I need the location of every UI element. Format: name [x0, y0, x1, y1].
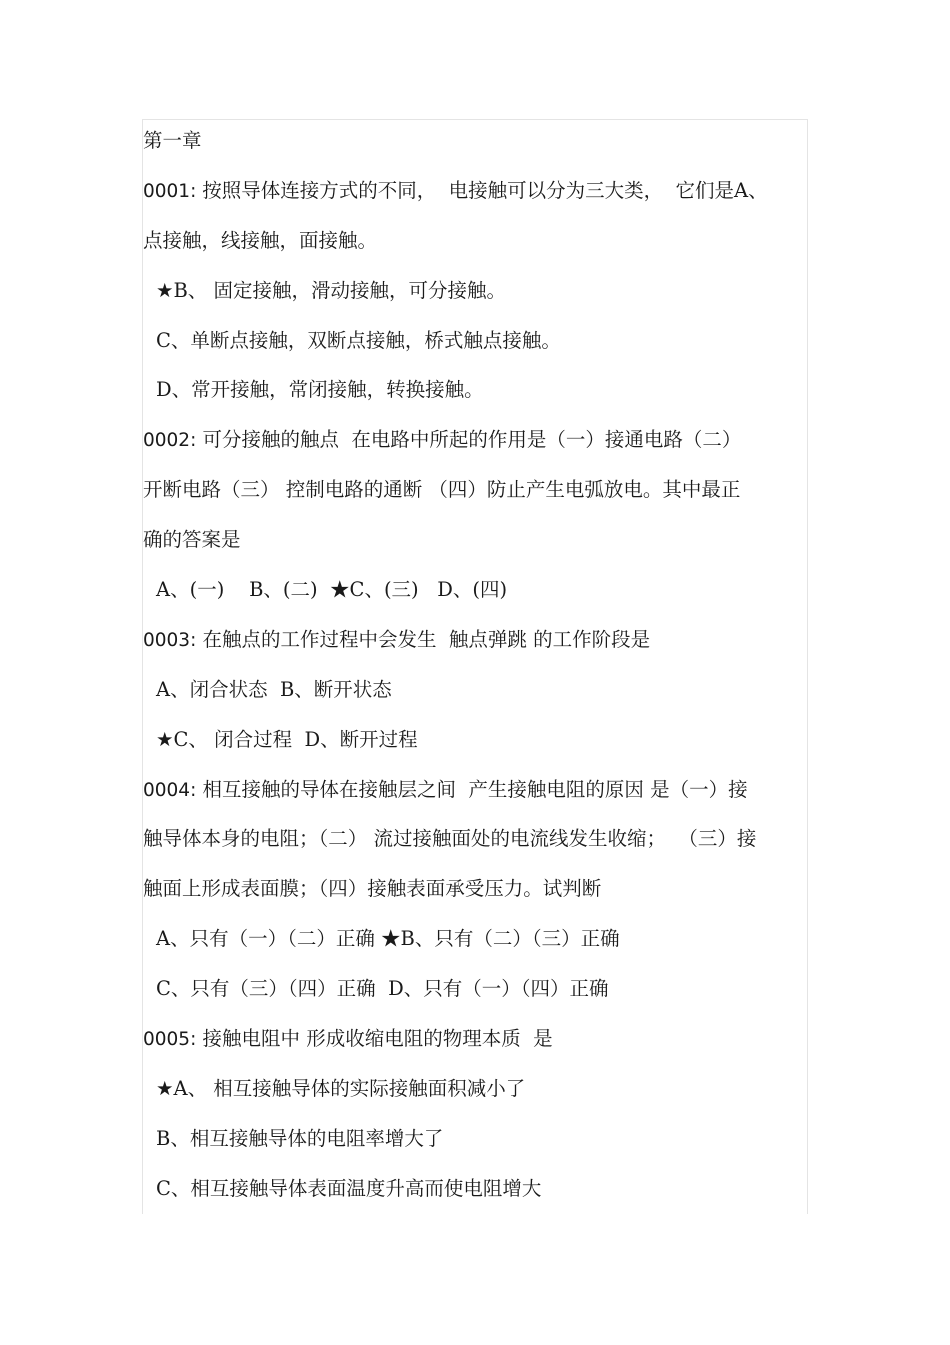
question-0005-option-c: C、相互接触导体表面温度升高而使电阻增大 — [156, 1176, 542, 1200]
question-0004-options-1: A、只有（一）（二）正确 ★B、只有（二）（三）正确 — [156, 927, 620, 951]
question-0005-line-1: 0005: 接触电阻中 形成收缩电阻的物理本质 是 — [143, 1027, 553, 1051]
question-0003-options-2: ★C、 闭合过程 D、断开过程 — [156, 727, 418, 751]
question-0003-line-1: 0003: 在触点的工作过程中会发生 触点弹跳 的工作阶段是 — [143, 627, 651, 651]
question-0004-line-3: 触面上形成表面膜；（四）接触表面承受压力。试判断 — [143, 877, 602, 901]
question-0005-option-b: B、相互接触导体的电阻率增大了 — [156, 1126, 444, 1150]
question-0004-line-2: 触导体本身的电阻；（二） 流过接触面处的电流线发生收缩； （三）接 — [143, 827, 757, 851]
chapter-heading: 第一章 — [143, 129, 202, 152]
question-0002-line-2: 开断电路（三） 控制电路的通断 （四）防止产生电弧放电。其中最正 — [143, 478, 741, 502]
question-number: 0001 — [143, 180, 191, 202]
question-number: 0004 — [143, 779, 191, 801]
question-text: 在触点的工作过程中会发生 触点弹跳 的工作阶段是 — [196, 627, 651, 651]
question-0001-line-2: 点接触，线接触，面接触。 — [143, 228, 378, 252]
question-0005-option-a: ★A、 相互接触导体的实际接触面积减小了 — [156, 1076, 526, 1100]
question-number: 0005 — [143, 1029, 191, 1051]
question-0004-options-2: C、只有（三）（四）正确 D、只有（一）（四）正确 — [156, 977, 609, 1001]
question-text: 可分接触的触点 在电路中所起的作用是（一）接通电路（二） — [196, 428, 742, 452]
question-0002-options: A、(一) B、(二) ★C、(三) D、(四) — [156, 578, 508, 602]
question-text: 接触电阻中 形成收缩电阻的物理本质 是 — [196, 1027, 553, 1051]
question-0001-option-b: ★B、 固定接触，滑动接触，可分接触。 — [156, 278, 507, 302]
question-0001-option-c: C、单断点接触，双断点接触，桥式触点接触。 — [156, 328, 561, 352]
question-0002-line-1: 0002: 可分接触的触点 在电路中所起的作用是（一）接通电路（二） — [143, 428, 742, 452]
question-0001-line-1: 0001: 按照导体连接方式的不同， 电接触可以分为三大类， 它们是A、 — [143, 178, 768, 202]
document-body — [143, 116, 807, 1214]
question-number: 0002 — [143, 430, 191, 452]
question-number: 0003 — [143, 629, 191, 651]
question-0003-options-1: A、闭合状态 B、断开状态 — [156, 677, 392, 701]
question-text: 相互接触的导体在接触层之间 产生接触电阻的原因 是（一）接 — [196, 777, 748, 801]
question-0004-line-1: 0004: 相互接触的导体在接触层之间 产生接触电阻的原因 是（一）接 — [143, 777, 748, 801]
question-0002-line-3: 确的答案是 — [143, 528, 241, 552]
question-0001-option-d: D、常开接触，常闭接触，转换接触。 — [156, 378, 484, 402]
question-text: 按照导体连接方式的不同， 电接触可以分为三大类， 它们是A、 — [202, 178, 768, 202]
